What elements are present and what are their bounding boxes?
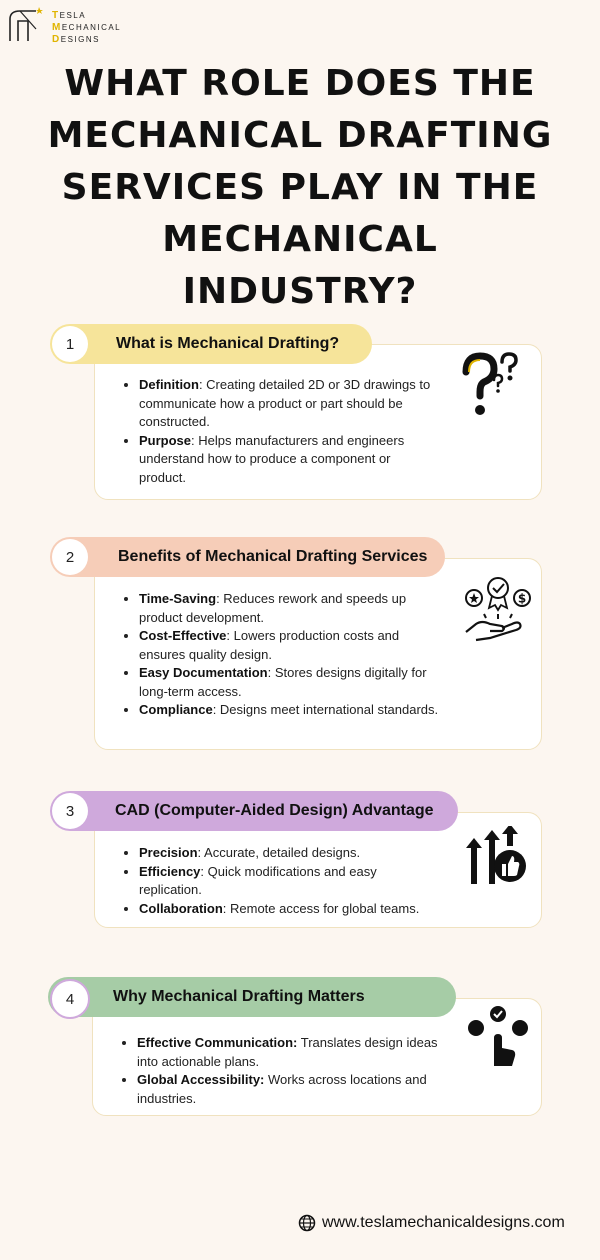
page-title: [30, 58, 570, 318]
list-item: [139, 627, 439, 664]
title-line-2: MECHANICAL DRAFTING: [47, 115, 553, 156]
section-4-heading: Why Mechanical Drafting Matters: [113, 988, 365, 1005]
bullet-text: : Creating detailed 2D or 3D drawings to communicate how a product or part should be constructed.: [139, 377, 431, 429]
company-logo: [6, 5, 146, 45]
list-item: [139, 863, 439, 900]
bullet-term: Precision: [139, 845, 198, 860]
section-2-list: [121, 590, 439, 720]
list-item: [139, 590, 439, 627]
bullet-text: : Accurate, detailed designs.: [197, 845, 361, 860]
logo-word-tesla: ESLA: [59, 11, 87, 20]
section-3-heading: CAD (Computer-Aided Design) Advantage: [115, 802, 434, 819]
bullet-text: Works across locations and industries.: [137, 1072, 427, 1106]
title-line-3: SERVICES PLAY IN THE: [61, 167, 539, 208]
list-item: [137, 1034, 457, 1071]
section-1-list: [121, 376, 439, 487]
section-3-list: [121, 844, 439, 918]
section-3-number: 3: [52, 793, 88, 829]
question-marks-icon: [456, 350, 522, 420]
logo-word-designs: ESIGNS: [60, 35, 100, 44]
bullet-term: Global Accessibility:: [137, 1072, 265, 1087]
bullet-text: : Stores designs digitally for long-term access.: [139, 665, 427, 699]
hand-benefits-icon: [462, 574, 534, 646]
list-item: [139, 900, 439, 919]
section-1-header: [50, 324, 372, 364]
bullet-text: : Designs meet international standards.: [212, 702, 439, 717]
bullet-text: Translates design ideas into actionable plans.: [137, 1035, 438, 1069]
section-2-heading: Benefits of Mechanical Drafting Services: [118, 548, 428, 565]
svg-text:$: $: [517, 591, 527, 606]
bullet-term: Purpose: [139, 432, 192, 448]
section-1-heading: What is Mechanical Drafting?: [116, 335, 340, 352]
bullet-term: Efficiency: [139, 863, 201, 879]
bullet-term: Definition: [139, 377, 199, 392]
bullet-term: Effective Communication:: [137, 1035, 298, 1050]
logo-cap-m: M: [52, 22, 62, 33]
list-item: [139, 844, 439, 863]
list-item: [139, 664, 439, 701]
website-link[interactable]: www.teslamechanicaldesigns.com: [322, 1214, 565, 1231]
bullet-term: Easy Documentation: [139, 665, 268, 680]
list-item: [139, 432, 439, 488]
footer-website[interactable]: [298, 1214, 565, 1232]
section-3-header: [50, 791, 458, 831]
list-item: [139, 701, 439, 720]
hand-choice-icon: [466, 1004, 530, 1068]
bullet-text: : Quick modifications and easy replication.: [139, 863, 377, 897]
logo-cap-t: T: [52, 10, 60, 21]
logo-cap-d: D: [52, 34, 61, 45]
bullet-term: Compliance: [139, 702, 213, 717]
bullet-text: : Helps manufacturers and engineers understand how to produce a component or product.: [139, 432, 405, 485]
title-line-4: MECHANICAL: [162, 219, 438, 260]
list-item: [139, 376, 439, 432]
logo-mark-icon: [6, 5, 48, 43]
title-line-1: WHAT ROLE DOES THE: [64, 63, 536, 104]
section-2-number: 2: [52, 539, 88, 575]
section-4-number: 4: [50, 979, 90, 1019]
bullet-term: Time-Saving: [139, 591, 217, 606]
bullet-text: : Reduces rework and speeds up product development.: [139, 591, 407, 625]
list-item: [137, 1071, 457, 1108]
section-2-header: [50, 537, 445, 577]
globe-icon: [298, 1214, 316, 1232]
section-1-number: 1: [52, 326, 88, 362]
logo-word-mechanical: ECHANICAL: [61, 23, 122, 32]
bullet-term: Cost-Effective: [139, 628, 227, 643]
logo-text: [52, 10, 121, 46]
bullet-term: Collaboration: [139, 900, 223, 916]
section-4-header: [48, 977, 456, 1017]
bullet-text: : Lowers production costs and ensures quality design.: [139, 628, 400, 662]
growth-arrows-icon: [462, 826, 528, 888]
title-line-5: INDUSTRY?: [182, 271, 418, 312]
section-4-list: [119, 1034, 457, 1108]
bullet-text: : Remote access for global teams.: [222, 900, 420, 916]
